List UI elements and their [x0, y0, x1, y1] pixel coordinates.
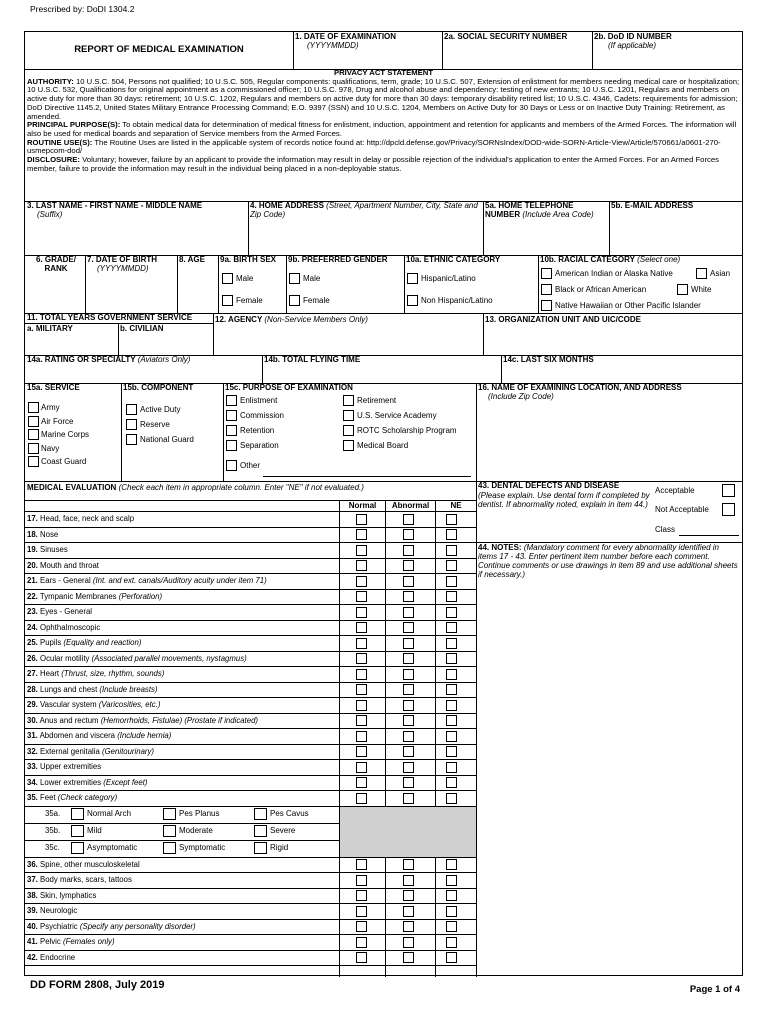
- purpose-enlistment-checkbox[interactable]: [226, 395, 237, 406]
- dental-not-acceptable-checkbox[interactable]: [722, 503, 735, 516]
- military-years-field[interactable]: a. MILITARY: [27, 325, 73, 333]
- component-national-guard-label: National Guard: [140, 435, 194, 444]
- feet-pes-cavus-checkbox[interactable]: [254, 808, 267, 820]
- exam-item-30-ne-checkbox[interactable]: [446, 715, 457, 726]
- exam-item-28-normal-checkbox[interactable]: [356, 684, 367, 695]
- purpose-other-label: Other: [240, 461, 261, 470]
- exam-item-24: 24. Ophthalmoscopic: [27, 622, 101, 632]
- service-coast-guard-checkbox[interactable]: [28, 456, 39, 467]
- exam-item-32-ne-checkbox[interactable]: [446, 746, 457, 757]
- purpose-retention-checkbox[interactable]: [226, 425, 237, 436]
- dental-acceptable-checkbox[interactable]: [722, 484, 735, 497]
- privacy-heading: PRIVACY ACT STATEMENT: [333, 68, 434, 77]
- prescribed-by: Prescribed by: DoDI 1304.2: [30, 4, 135, 14]
- exam-item-36: 36. Spine, other musculoskeletal: [27, 859, 140, 869]
- service-navy-checkbox[interactable]: [28, 443, 39, 454]
- medical-evaluation-heading: MEDICAL EVALUATION (Check each item in appropriate column. Enter "NE" if not evaluated.): [27, 484, 364, 492]
- dod-id-hint: (If applicable): [608, 40, 657, 50]
- exam-item-28-ne-checkbox[interactable]: [446, 684, 457, 695]
- exam-item-17: 17. Head, face, neck and scalp: [27, 514, 135, 523]
- purpose-u-s-service-academy-checkbox[interactable]: [343, 410, 354, 421]
- purpose-enlistment-label: Enlistment: [240, 396, 278, 405]
- feet-rigid-label: Rigid: [270, 842, 289, 852]
- exam-item-30-normal-checkbox[interactable]: [356, 715, 367, 726]
- exam-item-32-abnormal-checkbox[interactable]: [403, 746, 414, 757]
- service-army-label: Army: [41, 403, 60, 412]
- exam-item-37-abnormal-checkbox[interactable]: [403, 875, 414, 886]
- non-hispanic-label: Non Hispanic/Latino: [421, 296, 493, 305]
- feet-mild-checkbox[interactable]: [71, 825, 84, 837]
- exam-item-41-normal-checkbox[interactable]: [356, 937, 367, 948]
- purpose-commission-label: Commission: [240, 411, 285, 420]
- exam-item-28-abnormal-checkbox[interactable]: [403, 684, 414, 695]
- gender-female-label: Female: [303, 296, 330, 305]
- purpose-label: 15c. PURPOSE OF EXAMINATION: [225, 384, 353, 392]
- feet-severe-label: Severe: [270, 825, 296, 835]
- exam-item-19-ne-checkbox[interactable]: [446, 545, 457, 556]
- examining-location-field[interactable]: 16. NAME OF EXAMINING LOCATION, AND ADDRESS (Include Zip Code): [478, 384, 682, 401]
- purpose-retirement-checkbox[interactable]: [343, 395, 354, 406]
- exam-item-36-normal-checkbox[interactable]: [356, 859, 367, 870]
- feet-pes-planus-label: Pes Planus: [179, 808, 220, 818]
- service-army-checkbox[interactable]: [28, 402, 39, 413]
- exam-item-30: 30. Anus and rectum (Hemorrhoids, Fistulae) (Prostate if indicated): [27, 715, 258, 725]
- exam-item-21-normal-checkbox[interactable]: [356, 576, 367, 587]
- exam-item-30-abnormal-checkbox[interactable]: [403, 715, 414, 726]
- exam-item-26: 26. Ocular motility (Associated parallel movements, nystagmus): [27, 653, 247, 663]
- exam-item-27-ne-checkbox[interactable]: [446, 669, 457, 680]
- exam-item-23-ne-checkbox[interactable]: [446, 607, 457, 618]
- exam-item-38-ne-checkbox[interactable]: [446, 890, 457, 901]
- feet-normal-arch-checkbox[interactable]: [71, 808, 84, 820]
- race-white-label: White: [691, 285, 712, 294]
- feet-shaded-area: [340, 807, 476, 857]
- race-american-indian-checkbox[interactable]: [541, 268, 552, 279]
- gender-male-label: Male: [303, 274, 321, 283]
- exam-item-39-ne-checkbox[interactable]: [446, 906, 457, 917]
- exam-item-26-normal-checkbox[interactable]: [356, 653, 367, 664]
- exam-item-23-normal-checkbox[interactable]: [356, 607, 367, 618]
- exam-item-27-abnormal-checkbox[interactable]: [403, 669, 414, 680]
- birth-sex-female-label: Female: [236, 296, 263, 305]
- exam-item-23-abnormal-checkbox[interactable]: [403, 607, 414, 618]
- exam-item-33: 33. Upper extremities: [27, 762, 102, 771]
- exam-item-31-abnormal-checkbox[interactable]: [403, 731, 414, 742]
- purpose-other-checkbox[interactable]: [226, 460, 237, 471]
- exam-item-17-ne-checkbox[interactable]: [446, 514, 457, 525]
- exam-item-27-normal-checkbox[interactable]: [356, 669, 367, 680]
- exam-item-37-ne-checkbox[interactable]: [446, 875, 457, 886]
- exam-item-33-normal-checkbox[interactable]: [356, 762, 367, 773]
- race-asian-label: Asian: [710, 269, 731, 278]
- exam-item-31-ne-checkbox[interactable]: [446, 731, 457, 742]
- race-hawaiian-label: Native Hawaiian or Other Pacific Islander: [555, 301, 701, 310]
- exam-item-22-abnormal-checkbox[interactable]: [403, 591, 414, 602]
- exam-item-24-abnormal-checkbox[interactable]: [403, 622, 414, 633]
- component-reserve-label: Reserve: [140, 420, 170, 429]
- exam-item-37: 37. Body marks, scars, tattoos: [27, 875, 132, 884]
- last-six-months-field[interactable]: 14c. LAST SIX MONTHS: [503, 356, 594, 364]
- feet-asymptomatic-checkbox[interactable]: [71, 842, 84, 854]
- feet-symptomatic-checkbox[interactable]: [163, 842, 176, 854]
- exam-item-37-normal-checkbox[interactable]: [356, 875, 367, 886]
- ssn-label: 2a. SOCIAL SECURITY NUMBER: [444, 33, 568, 41]
- purpose-separation-label: Separation: [240, 441, 279, 450]
- dental-not-acceptable-label: Not Acceptable: [655, 505, 709, 514]
- exam-item-18: 18. Nose: [27, 529, 59, 539]
- exam-item-31: 31. Abdomen and viscera (Include hernia): [27, 731, 172, 740]
- exam-item-35-ne-checkbox[interactable]: [446, 793, 457, 804]
- date-of-exam-label: 1. DATE OF EXAMINATION: [295, 33, 397, 41]
- exam-item-19-normal-checkbox[interactable]: [356, 545, 367, 556]
- feet-pes-planus-checkbox[interactable]: [163, 808, 176, 820]
- organization-unit-field[interactable]: 13. ORGANIZATION UNIT AND UIC/CODE: [485, 316, 642, 324]
- exam-item-29-normal-checkbox[interactable]: [356, 700, 367, 711]
- exam-item-42-normal-checkbox[interactable]: [356, 952, 367, 963]
- exam-item-21-ne-checkbox[interactable]: [446, 576, 457, 587]
- gender-female-checkbox[interactable]: [289, 295, 300, 306]
- exam-item-40-abnormal-checkbox[interactable]: [403, 921, 414, 932]
- exam-item-18-ne-checkbox[interactable]: [446, 529, 457, 540]
- service-coast-guard-label: Coast Guard: [41, 457, 87, 466]
- age-field[interactable]: 8. AGE: [179, 256, 205, 264]
- exam-item-22: 22. Tympanic Membranes (Perforation): [27, 591, 163, 601]
- date-of-exam-hint: (YYYYMMDD): [307, 40, 359, 50]
- exam-item-42-ne-checkbox[interactable]: [446, 952, 457, 963]
- feet-normal-arch-label: Normal Arch: [87, 808, 132, 818]
- routine-use-paragraph: ROUTINE USE(S): The Routine Uses are listed in the applicable system of records notice found at: http://dpcld.defense.gov/Privacy/SORNsIndex/DOD-wide-SORN-Article-View/Article/570661/a0601-270-usmepcom-dod/: [27, 137, 721, 156]
- authority-paragraph: AUTHORITY: 10 U.S.C. 504, Persons not qualified; 10 U.S.C. 505, Regular components: qualifications, term, grade; 10 U.S.C. 507, Extension of enlistment for members needing medical care or hospitalization; 10 U.S.C. 532, Qualifications for original appointment as a commissioned officer; 10 U.S.C. 978, Drug and alcohol abuse and dependency: testing of new entrants; 10 U.S.C. 1201, Regulars and members on active duty for more than 30 days: retirement; 10 U.S.C. 1202, Regulars and members on active duty for more than 30 days: temporary disability retired list; 10 U.S.C. 4346, Cadets: requirements for admission; DoD Directive 1145.2, United States Military Entrance Processing Command; E.O. 9397 (SSN) and 10 U.S.C. 1204, Members on Active Duty for 30 Days or Less or on Inactive Duty Training: Retirement, as amended.: [27, 76, 740, 121]
- feet-pes-cavus-label: Pes Cavus: [270, 808, 309, 818]
- race-black-checkbox[interactable]: [541, 284, 552, 295]
- exam-item-24-normal-checkbox[interactable]: [356, 622, 367, 633]
- civilian-years-field[interactable]: b. CIVILIAN: [120, 325, 164, 333]
- exam-item-26-ne-checkbox[interactable]: [446, 653, 457, 664]
- col-ne-header: NE: [450, 502, 462, 510]
- feet-35a-label: 35a.: [45, 808, 61, 818]
- birth-sex-male-label: Male: [236, 274, 254, 283]
- exam-item-21-abnormal-checkbox[interactable]: [403, 576, 414, 587]
- component-reserve-checkbox[interactable]: [126, 419, 137, 430]
- exam-item-42: 42. Endocrine: [27, 952, 76, 962]
- exam-item-35-abnormal-checkbox[interactable]: [403, 793, 414, 804]
- exam-item-38-abnormal-checkbox[interactable]: [403, 890, 414, 901]
- race-black-label: Black or African American: [555, 285, 647, 294]
- email-field[interactable]: 5b. E-MAIL ADDRESS: [611, 202, 694, 210]
- exam-item-25-normal-checkbox[interactable]: [356, 638, 367, 649]
- dental-hint: (Please explain. Use dental form if completed by dentist. If abnormality noted, explain in item 44.): [478, 492, 650, 509]
- purpose-medical-board-label: Medical Board: [357, 441, 409, 450]
- exam-item-20-normal-checkbox[interactable]: [356, 560, 367, 571]
- exam-item-28: 28. Lungs and chest (Include breasts): [27, 684, 158, 694]
- race-american-indian-label: American Indian or Alaska Native: [555, 269, 673, 278]
- exam-item-39-abnormal-checkbox[interactable]: [403, 906, 414, 917]
- col-normal-header: Normal: [348, 502, 377, 510]
- birth-sex-female-checkbox[interactable]: [222, 295, 233, 306]
- exam-item-36-ne-checkbox[interactable]: [446, 859, 457, 870]
- dob-field[interactable]: 7. DATE OF BIRTH (YYYYMMDD): [87, 256, 158, 273]
- race-hawaiian-checkbox[interactable]: [541, 300, 552, 311]
- exam-item-33-abnormal-checkbox[interactable]: [403, 762, 414, 773]
- exam-item-39: 39. Neurologic: [27, 906, 78, 915]
- component-label: 15b. COMPONENT: [123, 384, 194, 392]
- exam-item-29-abnormal-checkbox[interactable]: [403, 700, 414, 711]
- service-air-force-label: Air Force: [41, 416, 74, 426]
- exam-item-18-abnormal-checkbox[interactable]: [403, 529, 414, 540]
- race-asian-checkbox[interactable]: [696, 268, 707, 279]
- exam-item-33-ne-checkbox[interactable]: [446, 762, 457, 773]
- disclosure-paragraph: DISCLOSURE: Voluntary; however, failure by an applicant to provide the information may result in delay or possible rejection of the individual's application to enter the Armed Forces. For an Armed Forces member, failure to provide the information may result in the individual being placed in a non-deployable status.: [27, 155, 719, 173]
- exam-item-20-abnormal-checkbox[interactable]: [403, 560, 414, 571]
- component-national-guard-checkbox[interactable]: [126, 434, 137, 445]
- exam-item-34-ne-checkbox[interactable]: [446, 777, 457, 788]
- exam-item-22-normal-checkbox[interactable]: [356, 591, 367, 602]
- exam-item-34-abnormal-checkbox[interactable]: [403, 777, 414, 788]
- form-title: REPORT OF MEDICAL EXAMINATION: [74, 44, 244, 56]
- purpose-commission-checkbox[interactable]: [226, 410, 237, 421]
- preferred-gender-label: 9b. PREFERRED GENDER: [288, 256, 388, 264]
- exam-item-17-abnormal-checkbox[interactable]: [403, 514, 414, 525]
- race-white-checkbox[interactable]: [677, 284, 688, 295]
- feet-symptomatic-label: Symptomatic: [179, 842, 226, 852]
- exam-item-19-abnormal-checkbox[interactable]: [403, 545, 414, 556]
- exam-item-41: 41. Pelvic (Females only): [27, 937, 115, 946]
- component-active-duty-label: Active Duty: [140, 405, 181, 414]
- service-air-force-checkbox[interactable]: [28, 416, 39, 427]
- dental-acceptable-label: Acceptable: [655, 486, 695, 495]
- exam-item-40-ne-checkbox[interactable]: [446, 921, 457, 932]
- exam-item-27: 27. Heart (Thrust, size, rhythm, sounds): [27, 669, 165, 678]
- dental-class-input[interactable]: [679, 535, 739, 536]
- privacy-act-statement: [25, 69, 742, 173]
- total-flying-time-field[interactable]: 14b. TOTAL FLYING TIME: [264, 356, 361, 364]
- exam-item-42-abnormal-checkbox[interactable]: [403, 952, 414, 963]
- exam-item-39-normal-checkbox[interactable]: [356, 906, 367, 917]
- feet-moderate-checkbox[interactable]: [163, 825, 176, 837]
- home-telephone-field[interactable]: 5a. HOME TELEPHONE NUMBER (Include Area Code): [485, 202, 594, 219]
- dod-id-field[interactable]: [594, 33, 742, 51]
- exam-item-25: 25. Pupils (Equality and reaction): [27, 638, 142, 647]
- agency-field[interactable]: 12. AGENCY (Non-Service Members Only): [215, 316, 368, 324]
- exam-item-32: 32. External genitalia (Genitourinary): [27, 746, 154, 756]
- grade-rank-field[interactable]: 6. GRADE/ RANK: [35, 256, 76, 273]
- ssn-field[interactable]: [444, 33, 592, 42]
- non-hispanic-checkbox[interactable]: [407, 295, 418, 306]
- service-label: 15a. SERVICE: [27, 384, 80, 392]
- purpose-retirement-label: Retirement: [357, 396, 397, 405]
- exam-item-25-abnormal-checkbox[interactable]: [403, 638, 414, 649]
- purpose-paragraph: PRINCIPAL PURPOSE(S): To obtain medical data for determination of medical fitness for enlistment, induction, appointment and retention for applicants and members of the Armed Forces. The information will also be used for medical boards and separation of Service members from the Armed Forces.: [27, 120, 737, 138]
- exam-item-38-normal-checkbox[interactable]: [356, 890, 367, 901]
- exam-item-23: 23. Eyes - General: [27, 607, 93, 616]
- col-abnormal-header: Abnormal: [391, 502, 430, 510]
- feet-rigid-checkbox[interactable]: [254, 842, 267, 854]
- exam-item-31-normal-checkbox[interactable]: [356, 731, 367, 742]
- racial-category-label: 10b. RACIAL CATEGORY (Select one): [540, 256, 681, 264]
- page-number: Page 1 of 4: [689, 984, 740, 995]
- exam-item-40-normal-checkbox[interactable]: [356, 921, 367, 932]
- exam-item-40: 40. Psychiatric (Specify any personality disorder): [27, 921, 196, 931]
- exam-item-34: 34. Lower extremities (Except feet): [27, 777, 148, 787]
- birth-sex-label: 9a. BIRTH SEX: [220, 256, 277, 264]
- rating-specialty-field[interactable]: 14a. RATING OR SPECIALTY (Aviators Only): [27, 356, 191, 364]
- medical-exam-form: [24, 31, 743, 976]
- feet-moderate-label: Moderate: [179, 825, 213, 835]
- exam-item-35: 35. Feet (Check category): [27, 793, 118, 802]
- date-of-exam-field[interactable]: [295, 33, 443, 51]
- exam-item-29: 29. Vascular system (Varicosities, etc.): [27, 700, 161, 709]
- exam-item-34-normal-checkbox[interactable]: [356, 777, 367, 788]
- purpose-medical-board-checkbox[interactable]: [343, 440, 354, 451]
- exam-item-41-abnormal-checkbox[interactable]: [403, 937, 414, 948]
- exam-item-18-normal-checkbox[interactable]: [356, 529, 367, 540]
- component-active-duty-checkbox[interactable]: [126, 404, 137, 415]
- dod-id-label: 2b. DoD ID NUMBER: [594, 33, 672, 41]
- purpose-u-s-service-academy-label: U.S. Service Academy: [357, 411, 437, 420]
- ethnic-category-label: 10a. ETHNIC CATEGORY: [406, 256, 501, 264]
- exam-item-29-ne-checkbox[interactable]: [446, 700, 457, 711]
- service-marine-corps-checkbox[interactable]: [28, 429, 39, 440]
- purpose-rotc-scholarship-program-label: ROTC Scholarship Program: [357, 426, 457, 435]
- feet-35b-label: 35b.: [45, 825, 61, 835]
- exam-item-41-ne-checkbox[interactable]: [446, 937, 457, 948]
- purpose-rotc-scholarship-program-checkbox[interactable]: [343, 425, 354, 436]
- birth-sex-male-checkbox[interactable]: [222, 273, 233, 284]
- exam-item-20: 20. Mouth and throat: [27, 560, 99, 570]
- exam-item-17-normal-checkbox[interactable]: [356, 514, 367, 525]
- purpose-separation-checkbox[interactable]: [226, 440, 237, 451]
- exam-item-21: 21. Ears - General (Int. and ext. canals/Auditory acuity under item 71): [27, 576, 267, 585]
- exam-item-25-ne-checkbox[interactable]: [446, 638, 457, 649]
- notes-field[interactable]: 44. NOTES: (Mandatory comment for every abnormality identified in items 17 - 43. Enter pertinent item number before each comment. Continue comments or use drawings in item 89 and use additional sheets if necessary.): [478, 544, 738, 579]
- service-navy-label: Navy: [41, 443, 60, 453]
- exam-item-20-ne-checkbox[interactable]: [446, 560, 457, 571]
- name-field[interactable]: 3. LAST NAME - FIRST NAME - MIDDLE NAME (Suffix): [27, 202, 203, 219]
- feet-severe-checkbox[interactable]: [254, 825, 267, 837]
- exam-item-32-normal-checkbox[interactable]: [356, 746, 367, 757]
- hispanic-checkbox[interactable]: [407, 273, 418, 284]
- feet-asymptomatic-label: Asymptomatic: [87, 842, 138, 852]
- gender-male-checkbox[interactable]: [289, 273, 300, 284]
- home-address-field[interactable]: 4. HOME ADDRESS (Street, Apartment Number, City, State and Zip Code): [250, 202, 478, 219]
- dental-label: 43. DENTAL DEFECTS AND DISEASE: [478, 482, 620, 490]
- gov-service-label: 11. TOTAL YEARS GOVERNMENT SERVICE: [27, 314, 193, 322]
- service-marine-corps-label: Marine Corps: [41, 430, 90, 439]
- exam-item-22-ne-checkbox[interactable]: [446, 591, 457, 602]
- purpose-retention-label: Retention: [240, 426, 275, 435]
- feet-35c-label: 35c.: [45, 842, 60, 852]
- form-number: DD FORM 2808, July 2019: [30, 979, 165, 991]
- exam-item-24-ne-checkbox[interactable]: [446, 622, 457, 633]
- hispanic-label: Hispanic/Latino: [421, 274, 476, 283]
- exam-item-38: 38. Skin, lymphatics: [27, 890, 97, 900]
- exam-item-35-normal-checkbox[interactable]: [356, 793, 367, 804]
- dental-class-label: Class: [655, 525, 676, 534]
- exam-item-19: 19. Sinuses: [27, 545, 68, 554]
- exam-item-26-abnormal-checkbox[interactable]: [403, 653, 414, 664]
- exam-item-36-abnormal-checkbox[interactable]: [403, 859, 414, 870]
- feet-mild-label: Mild: [87, 825, 102, 835]
